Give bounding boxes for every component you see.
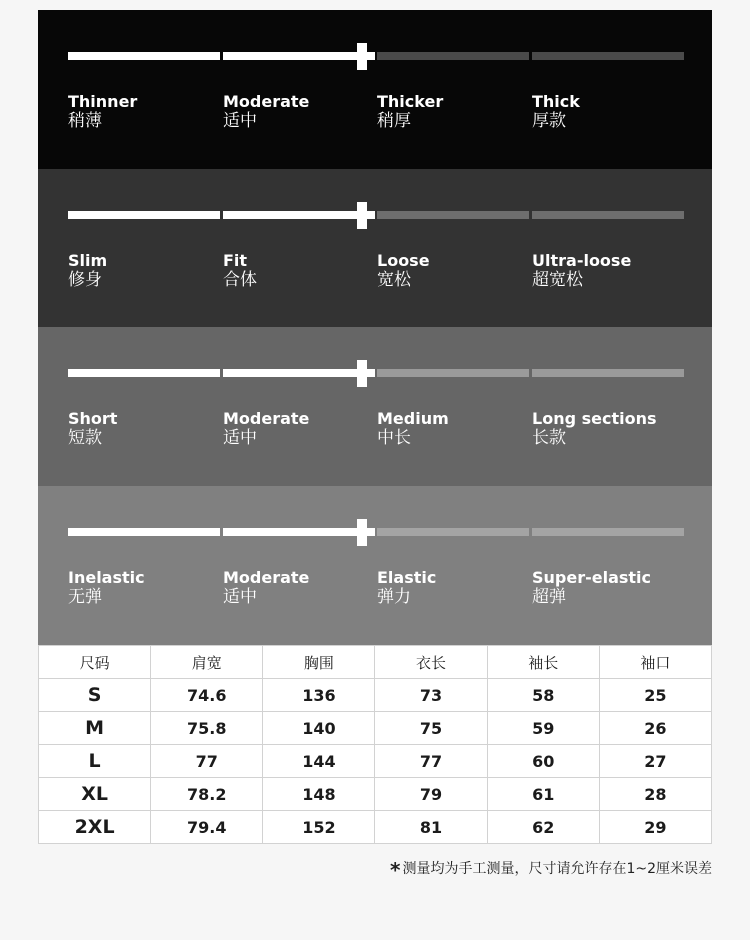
table-cell: 61 [487,778,599,811]
asterisk-icon: * [389,858,401,882]
table-cell: 2XL [39,811,151,844]
table-cell: 26 [599,712,711,745]
column-header: 胸围 [263,646,375,679]
table-cell: L [39,745,151,778]
scale-label-zh: 适中 [223,587,257,607]
scale-level-marker [357,360,367,387]
scale-segment [377,52,529,60]
scale-label-zh: 合体 [223,270,257,290]
table-row [39,811,712,844]
scale-segment [68,369,220,377]
scale-segment [532,211,684,219]
table-cell: 140 [263,712,375,745]
scale-label [68,92,218,132]
scale-segment [68,211,220,219]
scale-label-en: Moderate [223,92,310,111]
table-cell: 136 [263,679,375,712]
scale-label [223,568,373,608]
table-cell: S [39,679,151,712]
length-scale-panel [38,327,712,486]
table-cell: 75 [375,712,487,745]
scale-label-zh: 无弹 [68,587,102,607]
table-cell: 77 [151,745,263,778]
table-cell: M [39,712,151,745]
scale-level-marker [357,202,367,229]
scale-label-en: Slim [68,251,108,270]
table-cell: 62 [487,811,599,844]
table-cell: 59 [487,712,599,745]
table-cell: 27 [599,745,711,778]
scale-segment [377,528,529,536]
scale-label-zh: 宽松 [377,270,411,290]
scale-label [223,251,373,291]
scale-label-en: Super-elastic [532,568,652,587]
scale-label [532,251,682,291]
scale-label-en: Thinner [68,92,138,111]
scale-label [377,92,527,132]
table-cell: 28 [599,778,711,811]
table-cell: 81 [375,811,487,844]
scale-label [532,409,682,449]
scale-segment [532,52,684,60]
table-header-row [39,646,712,679]
scale-label [532,92,682,132]
scale-label-en: Medium [377,409,449,428]
scale-label-zh: 超宽松 [532,270,583,290]
scale-segment [532,528,684,536]
scale-level-marker [357,43,367,70]
column-header: 尺码 [39,646,151,679]
scale-segment [223,528,375,536]
table-cell: 79 [375,778,487,811]
table-row [39,712,712,745]
table-cell: 78.2 [151,778,263,811]
fit-scale-panel [38,169,712,328]
column-header: 袖长 [487,646,599,679]
measurement-note-text: 测量均为手工测量，尺寸请允许存在1~2厘米误差 [402,861,712,877]
table-cell: 73 [375,679,487,712]
table-cell: 60 [487,745,599,778]
column-header: 袖口 [599,646,711,679]
table-row [39,679,712,712]
scale-label-en: Elastic [377,568,437,587]
scale-label-zh: 厚款 [532,111,566,131]
scale-label [68,251,218,291]
size-table [38,645,712,844]
table-cell: 29 [599,811,711,844]
elasticity-scale-panel [38,486,712,645]
scale-segment [532,369,684,377]
scale-segment [68,528,220,536]
scale-label-zh: 短款 [68,428,102,448]
scale-label-zh: 中长 [377,428,411,448]
scale-label-en: Short [68,409,118,428]
scale-segment [223,52,375,60]
table-cell: 144 [263,745,375,778]
column-header: 肩宽 [151,646,263,679]
scale-label-zh: 长款 [532,428,566,448]
scale-level-marker [357,519,367,546]
scale-label-en: Thick [532,92,580,111]
table-cell: 75.8 [151,712,263,745]
scale-label-en: Fit [223,251,248,270]
scale-segment [377,211,529,219]
scale-label-zh: 超弹 [532,587,566,607]
scale-label-en: Long sections [532,409,657,428]
scale-label [377,409,527,449]
scale-label [223,92,373,132]
scale-label-zh: 修身 [68,270,102,290]
scale-label-en: Ultra-loose [532,251,632,270]
thickness-scale-panel [38,10,712,169]
scale-label-zh: 弹力 [377,587,411,607]
scale-label-zh: 适中 [223,428,257,448]
scale-label-en: Moderate [223,568,310,587]
scale-label-en: Moderate [223,409,310,428]
scale-label-en: Inelastic [68,568,145,587]
table-cell: 148 [263,778,375,811]
scale-label-en: Thicker [377,92,444,111]
column-header: 衣长 [375,646,487,679]
scale-segment [223,211,375,219]
table-cell: 152 [263,811,375,844]
scale-segment [223,369,375,377]
scale-label [68,568,218,608]
measurement-note [390,858,712,882]
scale-label-en: Loose [377,251,430,270]
table-cell: 79.4 [151,811,263,844]
scale-label [377,251,527,291]
table-row [39,745,712,778]
scale-segment [377,369,529,377]
scale-label [377,568,527,608]
scale-label-zh: 稍薄 [68,111,102,131]
table-row [39,778,712,811]
scale-label [223,409,373,449]
scale-label [68,409,218,449]
scale-label-zh: 稍厚 [377,111,411,131]
table-cell: 77 [375,745,487,778]
table-cell: XL [39,778,151,811]
scale-segment [68,52,220,60]
table-cell: 25 [599,679,711,712]
scale-label [532,568,682,608]
scale-label-zh: 适中 [223,111,257,131]
table-cell: 58 [487,679,599,712]
table-cell: 74.6 [151,679,263,712]
